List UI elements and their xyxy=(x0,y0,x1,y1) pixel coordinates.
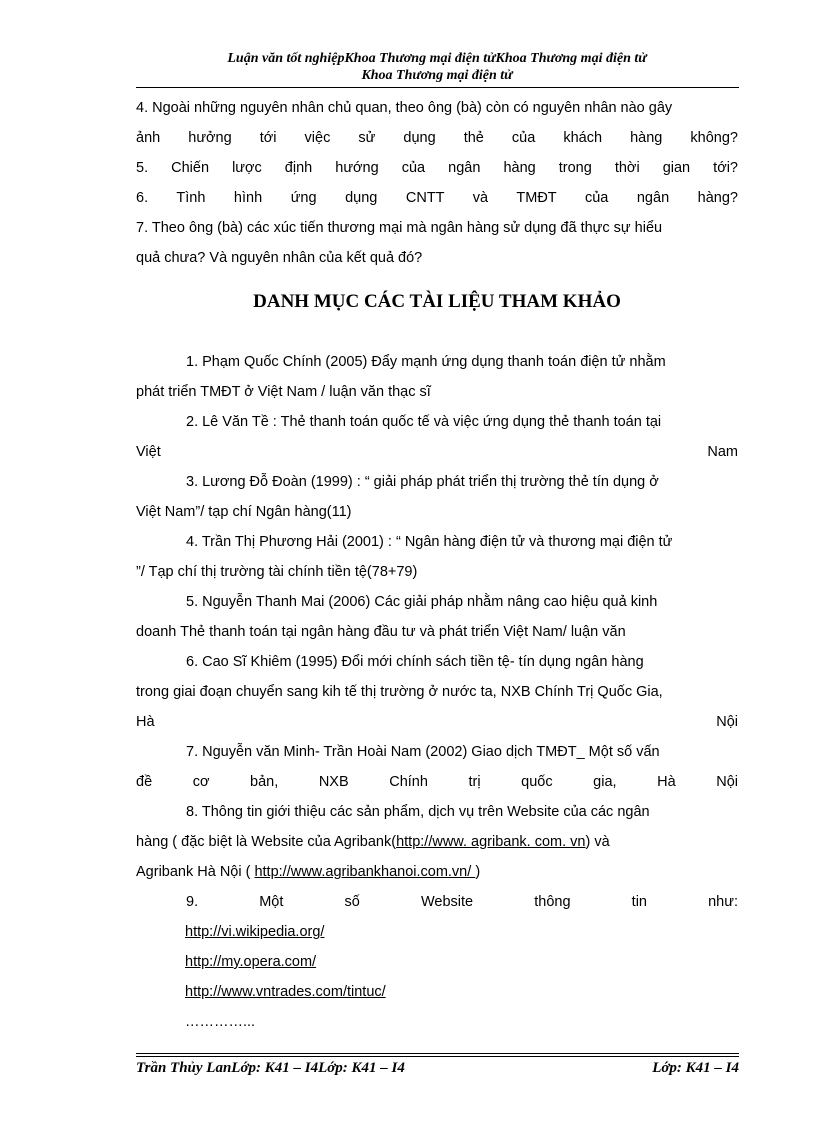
reference-line: 4. Trần Thị Phương Hải (2001) : “ Ngân hàng điện tử và thương mại điện tử xyxy=(186,534,673,550)
footer-divider xyxy=(136,1056,739,1057)
reference-line: Việt Nam”/ tạp chí Ngân hàng(11) xyxy=(136,504,352,520)
reference-item xyxy=(136,467,738,527)
question-line: 5. Chiến lược định hướng của ngân hàng trong thời gian tới? xyxy=(136,160,738,176)
reference-line: 8. Thông tin giới thiệu các sản phẩm, dịch vụ trên Website của các ngân xyxy=(186,804,650,820)
reference-line xyxy=(136,857,738,887)
page-footer xyxy=(136,1058,739,1078)
document-body xyxy=(136,93,738,1037)
reference-item xyxy=(136,587,738,647)
reference-line xyxy=(136,977,738,1007)
survey-questions xyxy=(136,93,738,273)
reference-line: phát triển TMĐT ở Việt Nam / luận văn thạc sĩ xyxy=(136,384,431,400)
footer-class: Lớp: K41 – I4 xyxy=(652,1060,739,1076)
reference-line xyxy=(136,917,738,947)
reference-line: 6. Cao Sĩ Khiêm (1995) Đổi mới chính sách tiền tệ- tín dụng ngân hàng xyxy=(186,654,644,670)
reference-line: Việt Nam xyxy=(136,444,738,460)
question-line: ảnh hưởng tới việc sử dụng thẻ của khách hàng không? xyxy=(136,130,738,146)
ellipsis: …………... xyxy=(185,1014,256,1030)
wikipedia-link[interactable]: http://vi.wikipedia.org/ xyxy=(185,924,325,940)
question-line: 7. Theo ông (bà) các xúc tiến thương mại mà ngân hàng sử dụng đã thực sự hiểu xyxy=(136,220,663,236)
agribank-hanoi-link[interactable]: http://www.agribankhanoi.com.vn/ xyxy=(254,864,476,880)
vntrades-link[interactable]: http://www.vntrades.com/tintuc/ xyxy=(185,984,386,1000)
reference-line: đề cơ bản, NXB Chính trị quốc gia, Hà Nội xyxy=(136,774,738,790)
question-line: quả chưa? Và nguyên nhân của kết quả đó? xyxy=(136,250,423,266)
reference-line: Hà Nội xyxy=(136,714,738,730)
question-line: 6. Tình hình ứng dụng CNTT và TMĐT của ngân hàng? xyxy=(136,190,738,206)
reference-text: Agribank Hà Nội ( xyxy=(136,864,255,880)
header-divider xyxy=(136,87,739,88)
reference-text: hàng ( đặc biệt là Website của Agribank( xyxy=(136,834,397,850)
header-line-1: Luận văn tốt nghiệpKhoa Thương mại điện tửKhoa Thương mại điện tử xyxy=(227,51,647,66)
reference-line: 9. Một số Website thông tin như: xyxy=(186,894,738,910)
reference-item xyxy=(136,407,738,467)
reference-line: trong giai đoạn chuyển sang kih tế thị trường ở nước ta, NXB Chính Trị Quốc Gia, xyxy=(136,684,663,700)
opera-link[interactable]: http://my.opera.com/ xyxy=(185,954,317,970)
reference-line xyxy=(136,947,738,977)
reference-line: 1. Phạm Quốc Chính (2005) Đẩy mạnh ứng dụng thanh toán điện tử nhằm xyxy=(186,354,666,370)
footer-author: Trần Thủy LanLớp: K41 – I4Lớp: K41 – I4 xyxy=(136,1060,405,1076)
reference-line: 5. Nguyễn Thanh Mai (2006) Các giải pháp nhằm nâng cao hiệu quả kinh xyxy=(186,594,658,610)
reference-line: 2. Lê Văn Tề : Thẻ thanh toán quốc tế và việc ứng dụng thẻ thanh toán tại xyxy=(186,414,662,430)
reference-item xyxy=(136,887,738,1037)
footer-divider xyxy=(136,1053,739,1054)
header-line-2: Khoa Thương mại điện tử xyxy=(361,68,513,83)
reference-line: 3. Lương Đỗ Đoàn (1999) : “ giải pháp phát triển thị trường thẻ tín dụng ở xyxy=(186,474,659,490)
reference-line: 7. Nguyễn văn Minh- Trần Hoài Nam (2002) Giao dịch TMĐT_ Một số vấn xyxy=(186,744,660,760)
reference-item xyxy=(136,737,738,797)
reference-line: doanh Thẻ thanh toán tại ngân hàng đầu tư và phát triển Việt Nam/ luận văn xyxy=(136,624,626,640)
reference-text: ) xyxy=(475,864,481,880)
reference-item xyxy=(136,797,738,887)
reference-list xyxy=(136,347,738,1037)
reference-item xyxy=(136,647,738,737)
question-line: 4. Ngoài những nguyên nhân chủ quan, theo ông (bà) còn có nguyên nhân nào gây xyxy=(136,100,673,116)
reference-item xyxy=(136,527,738,587)
reference-line: ”/ Tạp chí thị trường tài chính tiền tệ(78+79) xyxy=(136,564,418,580)
page-header xyxy=(136,50,738,84)
reference-item xyxy=(136,347,738,407)
reference-text: ) và xyxy=(585,834,610,850)
agribank-link[interactable]: http://www. agribank. com. vn xyxy=(396,834,586,850)
section-title: DANH MỤC CÁC TÀI LIỆU THAM KHẢO xyxy=(253,291,621,312)
reference-line xyxy=(136,827,738,857)
